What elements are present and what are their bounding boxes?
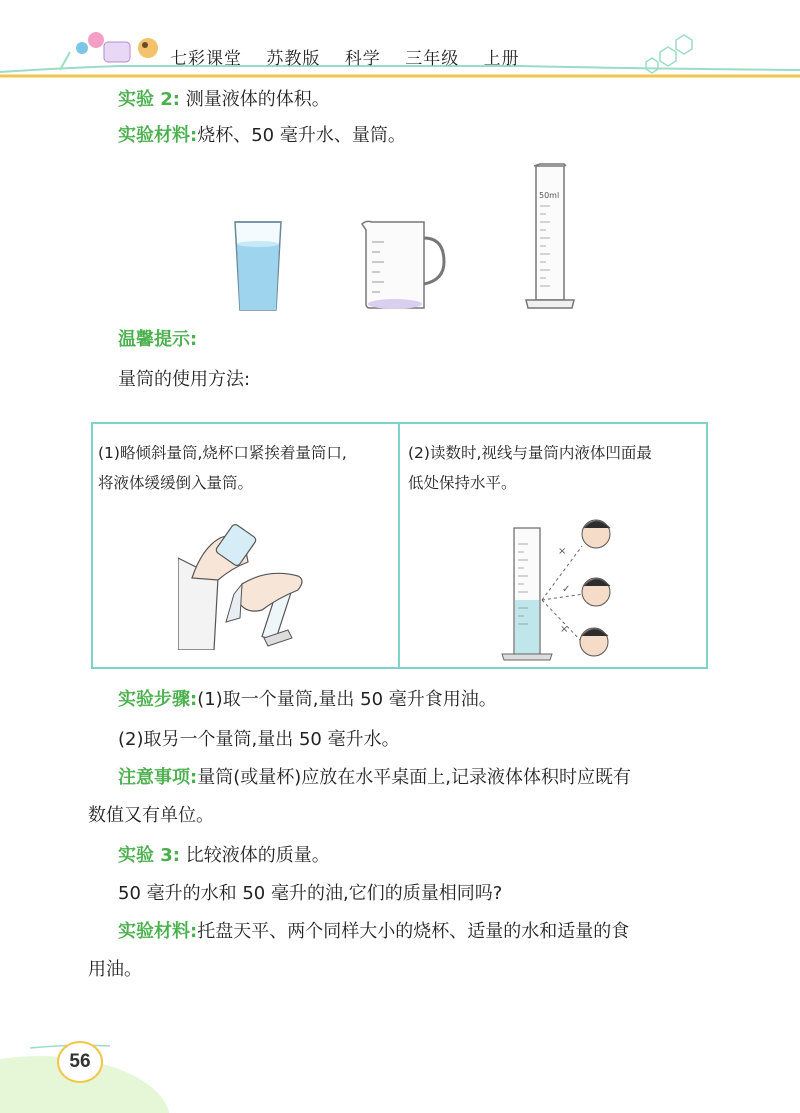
notes-label: 注意事项: (118, 767, 198, 788)
materials1-text: 烧杯、50 毫升水、量筒。 (197, 125, 406, 146)
steps-step2: (2)取另一个量筒,量出 50 毫升水。 (118, 729, 400, 750)
header-title (170, 44, 538, 69)
exp2-text: 测量液体的体积。 (185, 89, 330, 110)
header-grade: 三年级 (405, 49, 460, 69)
tip-left-line2: 将液体缓缓倒入量筒。 (98, 474, 254, 492)
materials2-text-2: 用油。 (88, 959, 142, 980)
svg-text:×: × (560, 624, 569, 635)
tips-box-divider (398, 422, 400, 669)
notes-text-2: 数值又有单位。 (88, 805, 214, 826)
steps-line1 (118, 686, 760, 714)
exp3-label: 实验 3: (118, 845, 180, 866)
water-glass-illustration (230, 218, 286, 314)
materials2-line2 (88, 956, 760, 984)
tip-right-line2: 低处保持水平。 (408, 474, 517, 492)
exp3-text: 比较液体的质量。 (185, 845, 330, 866)
tips-intro-text: 量筒的使用方法: (118, 369, 251, 390)
header-edition: 苏教版 (266, 49, 321, 69)
notes-text-1: 量筒(或量杯)应放在水平桌面上,记录液体体积时应既有 (197, 767, 631, 788)
svg-text:✓: ✓ (562, 584, 571, 595)
materials1-label: 实验材料: (118, 125, 198, 146)
notes-line2 (88, 802, 760, 830)
cylinder-mark-text: 50ml (539, 191, 560, 200)
exp3-heading (118, 842, 760, 870)
page-number: 56 (69, 1051, 91, 1072)
materials2-line1 (118, 918, 760, 946)
page-header (0, 0, 800, 80)
svg-text:×: × (558, 546, 567, 557)
tip-left-line1: (1)略倾斜量筒,烧杯口紧挨着量筒口, (98, 444, 347, 462)
tips-intro (118, 366, 760, 394)
beaker-illustration (358, 218, 448, 312)
reading-illustration (498, 514, 618, 662)
exp3-question (118, 880, 760, 908)
exp2-heading (118, 86, 760, 114)
header-subject: 科学 (344, 49, 381, 69)
tip-left-text (98, 438, 347, 498)
materials1-line (118, 122, 760, 150)
pouring-illustration (178, 518, 318, 650)
exp2-label: 实验 2: (118, 89, 180, 110)
graduated-cylinder-illustration (520, 162, 580, 312)
tip-right-line1: (2)读数时,视线与量筒内液体凹面最 (408, 444, 652, 462)
exp3-question-text: 50 毫升的水和 50 毫升的油,它们的质量相同吗? (118, 883, 503, 904)
tip-right-text (408, 438, 652, 498)
materials2-text-1: 托盘天平、两个同样大小的烧杯、适量的水和适量的食 (197, 921, 630, 942)
tips-heading (118, 326, 760, 354)
steps-step1: (1)取一个量筒,量出 50 毫升食用油。 (197, 689, 497, 710)
header-series: 七彩课堂 (170, 49, 242, 69)
notes-line1 (118, 764, 760, 792)
materials2-label: 实验材料: (118, 921, 198, 942)
header-volume: 上册 (483, 49, 520, 69)
steps-label: 实验步骤: (118, 689, 198, 710)
tips-label: 温馨提示: (118, 329, 198, 350)
steps-line2 (118, 726, 760, 754)
